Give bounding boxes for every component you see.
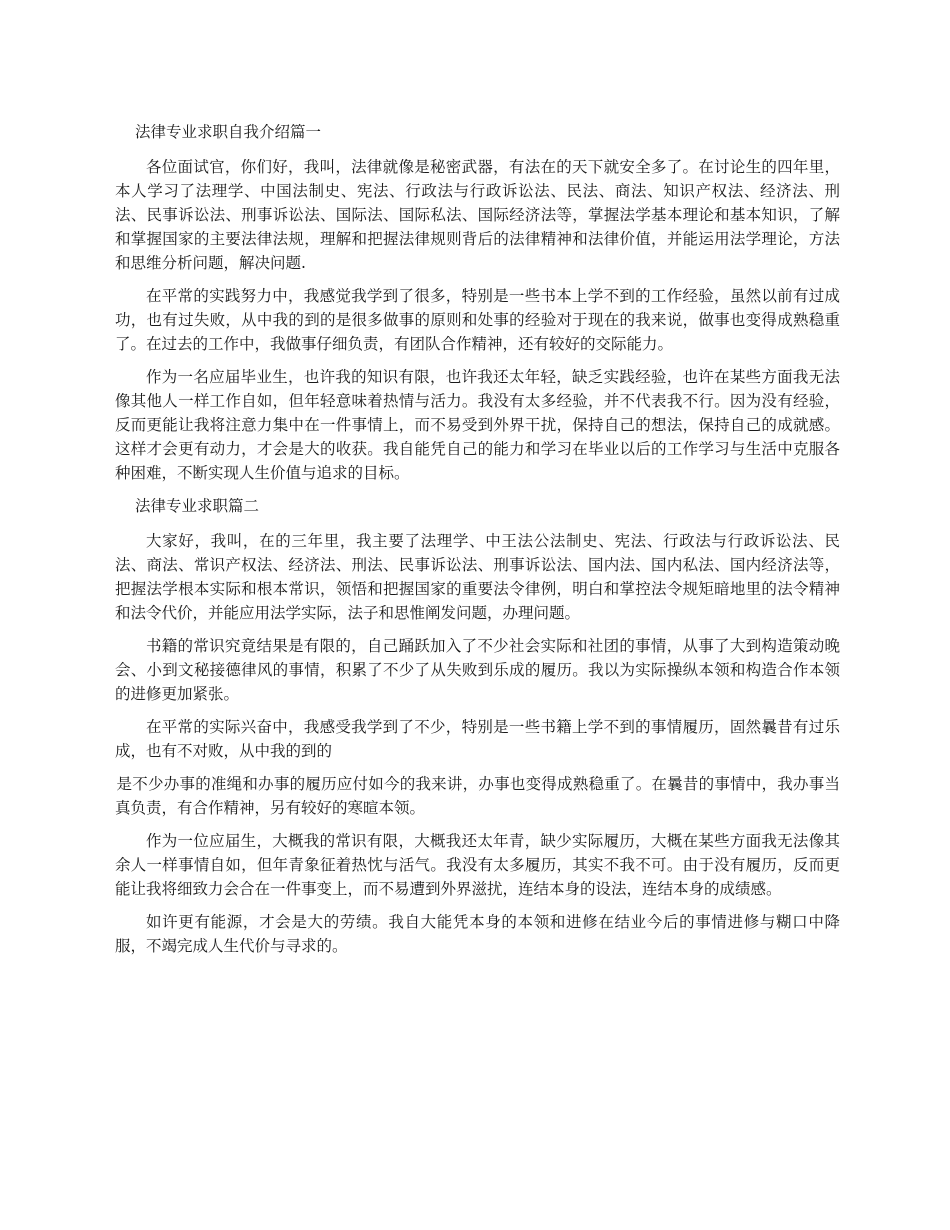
paragraph: 作为一位应届生，大概我的常识有限，大概我还太年青，缺少实际履历，大概在某些方面我无法像其余人一样事情自如，但年青象征着热忱与活气。我没有太多履历，其实不我不可。由于没有履历，反而更能让我将细致力会合在一件事变上，而不易遭到外界滋扰，连结本身的设法，连结本身的成绩感。 <box>115 832 840 898</box>
paragraph: 在平常的实际兴奋中，我感受我学到了不少，特别是一些书籍上学不到的事情履历，固然曩昔有过乐成，也有不对败，从中我的到的 <box>115 718 840 760</box>
paragraph: 各位面试官，你们好，我叫，法律就像是秘密武器，有法在的天下就安全多了。在讨论生的四年里，本人学习了法理学、中国法制史、宪法、行政法与行政诉讼法、民法、商法、知识产权法、经济法、刑法、民事诉讼法、刑事诉讼法、国际法、国际私法、国际经济法等，掌握法学基本理论和基本知识，了解和掌握国家的主要法律法规，理解和把握法律规则背后的法律精神和法律价值，并能运用法学理论，方法和思维分析问题，解决问题. <box>115 158 840 272</box>
paragraph: 是不少办事的准绳和办事的履历应付如今的我来讲，办事也变得成熟稳重了。在曩昔的事情中，我办事当真负责，有合作精神，另有较好的寒暄本领。 <box>115 775 840 817</box>
paragraph: 大家好，我叫，在的三年里，我主要了法理学、中王法公法制史、宪法、行政法与行政诉讼法、民法、商法、常识产权法、经济法、刑法、民事诉讼法、刑事诉讼法、国内法、国内私法、国内经济法等，把握法学根本实际和根本常识，领悟和把握国家的重要法令律例，明白和掌控法令规矩暗地里的法令精神和法令代价，并能应用法学实际，法子和思惟阐发问题，办理问题。 <box>115 532 840 622</box>
paragraph: 在平常的实践努力中，我感觉我学到了很多，特别是一些书本上学不到的工作经验，虽然以前有过成功，也有过失败，从中我的到的是很多做事的原则和处事的经验对于现在的我来说，做事也变得成熟稳重了。在过去的工作中，我做事仔细负责，有团队合作精神，还有较好的交际能力。 <box>115 287 840 353</box>
document-page <box>115 120 840 967</box>
paragraph: 如许更有能源，才会是大的劳绩。我自大能凭本身的本领和进修在结业今后的事情进修与糊口中降服，不竭完成人生代价与寻求的。 <box>115 913 840 955</box>
paragraph: 书籍的常识究竟结果是有限的，自己踊跃加入了不少社会实际和社团的事情，从事了大到构造策动晚会、小到文秘接德律风的事情，积累了不少了从失败到乐成的履历。我以为实际操纵本领和构造合作本领的进修更加紧张。 <box>115 637 840 703</box>
paragraph: 作为一名应届毕业生，也许我的知识有限，也许我还太年轻，缺乏实践经验，也许在某些方面我无法像其他人一样工作自如，但年轻意味着热情与活力。我没有太多经验，并不代表我不行。因为没有经验，反而更能让我将注意力集中在一件事情上，而不易受到外界干扰，保持自己的想法，保持自己的成就感。这样才会更有动力，才会是大的收获。我自能凭自己的能力和学习在毕业以后的工作学习与生活中克服各种困难，不断实现人生价值与追求的目标。 <box>115 368 840 482</box>
section-heading: 法律专业求职篇二 <box>135 497 260 515</box>
section-heading: 法律专业求职自我介绍篇一 <box>135 123 322 141</box>
